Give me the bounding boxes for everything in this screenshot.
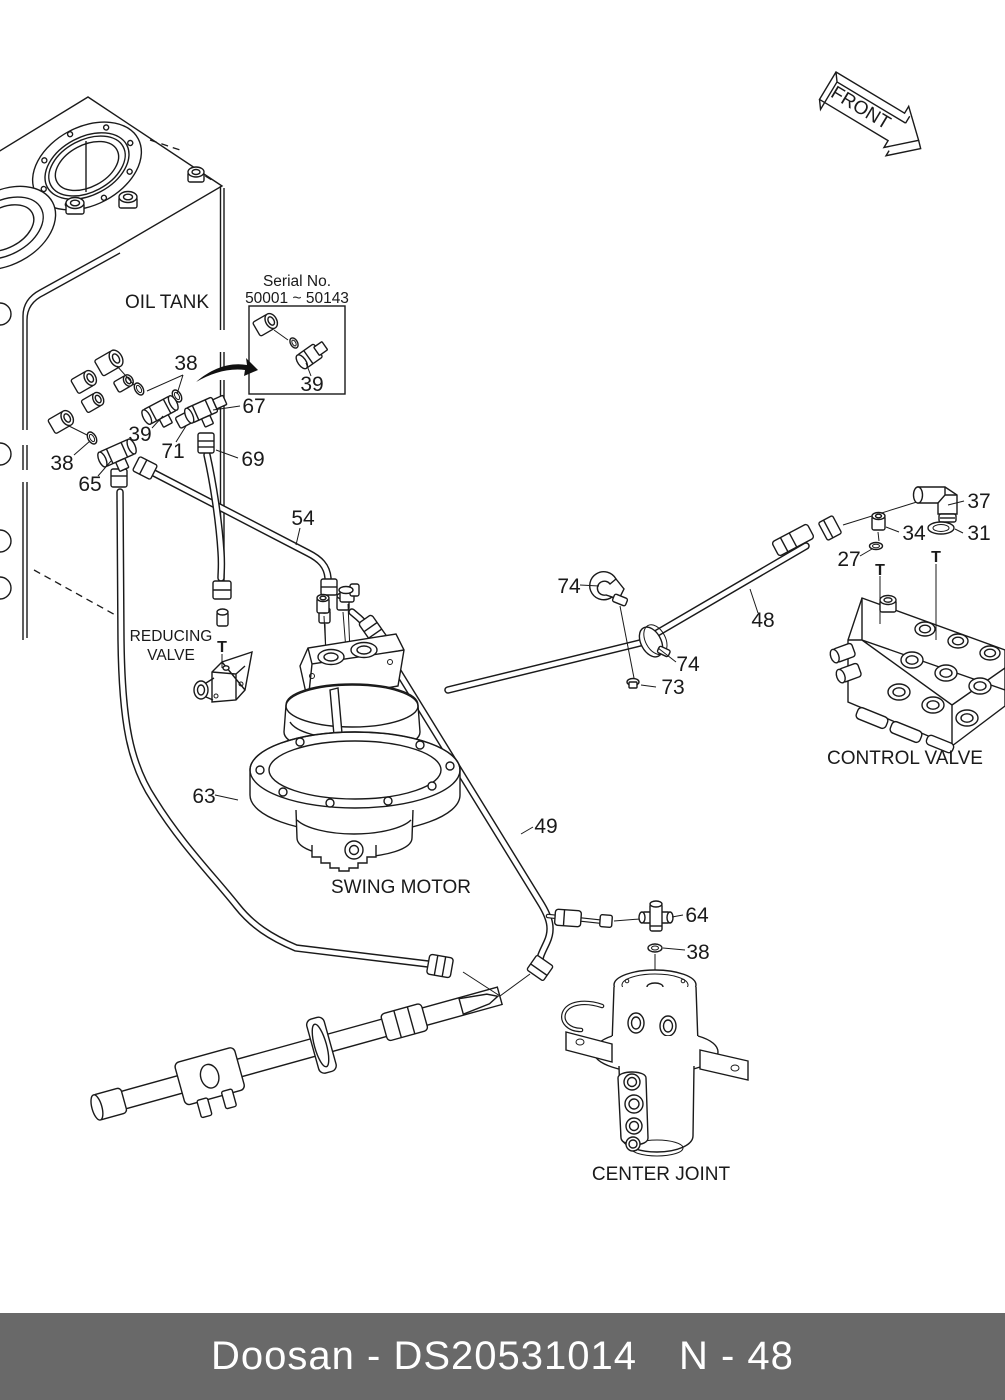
part-label-37: 37 (967, 490, 991, 513)
part-label-54: 54 (291, 507, 315, 530)
front-arrow-label: FRONT (827, 82, 894, 135)
swing-motor-label: SWING MOTOR (330, 877, 472, 898)
suction-pipe-assembly (85, 969, 510, 1146)
part-label-38c: 38 (686, 941, 710, 964)
hose-to-center-joint (548, 909, 640, 927)
footer-doc-id: Doosan - DS20531014 (211, 1334, 637, 1378)
part-label-65: 65 (78, 473, 102, 496)
part-label-38b: 38 (50, 452, 74, 475)
part-label-38a: 38 (174, 352, 198, 375)
part-label-49: 49 (534, 815, 558, 838)
control-valve-label: CONTROL VALVE (827, 748, 983, 769)
center-joint-label: CENTER JOINT (591, 1164, 731, 1185)
t-mark-1: T (875, 562, 885, 579)
serial-note-line2: 50001 ~ 50143 (245, 290, 349, 307)
part-label-69: 69 (241, 448, 265, 471)
t-mark-2: T (931, 549, 941, 566)
serial-note-line1: Serial No. (262, 273, 332, 290)
part-label-67: 67 (242, 395, 266, 418)
part-label-31: 31 (967, 522, 991, 545)
front-direction-arrow (812, 65, 936, 169)
reducing-valve-label-2: VALVE (147, 647, 195, 664)
cross-fitting-64 (639, 901, 673, 931)
part-label-74a: 74 (557, 575, 581, 598)
part-label-63: 63 (192, 785, 216, 808)
hose-69 (198, 433, 231, 626)
part-label-39a: 39 (128, 423, 152, 446)
part-label-39box: 39 (300, 373, 324, 396)
center-joint-drawing (563, 901, 748, 1156)
t-mark-3: T (217, 639, 227, 656)
part-label-27: 27 (837, 548, 861, 571)
part-label-48: 48 (751, 609, 775, 632)
control-valve-drawing (829, 564, 1005, 754)
part-label-73: 73 (661, 676, 685, 699)
reducing-valve-label-1: REDUCING (129, 628, 213, 645)
part-label-71: 71 (161, 440, 185, 463)
footer-bar (0, 1313, 1005, 1400)
reducing-valve-drawing (194, 652, 252, 702)
part-label-34: 34 (902, 522, 926, 545)
footer-page-number: N - 48 (679, 1334, 794, 1378)
part-label-74b: 74 (676, 653, 700, 676)
oil-tank-label: OIL TANK (124, 292, 210, 313)
part-label-64: 64 (685, 904, 709, 927)
